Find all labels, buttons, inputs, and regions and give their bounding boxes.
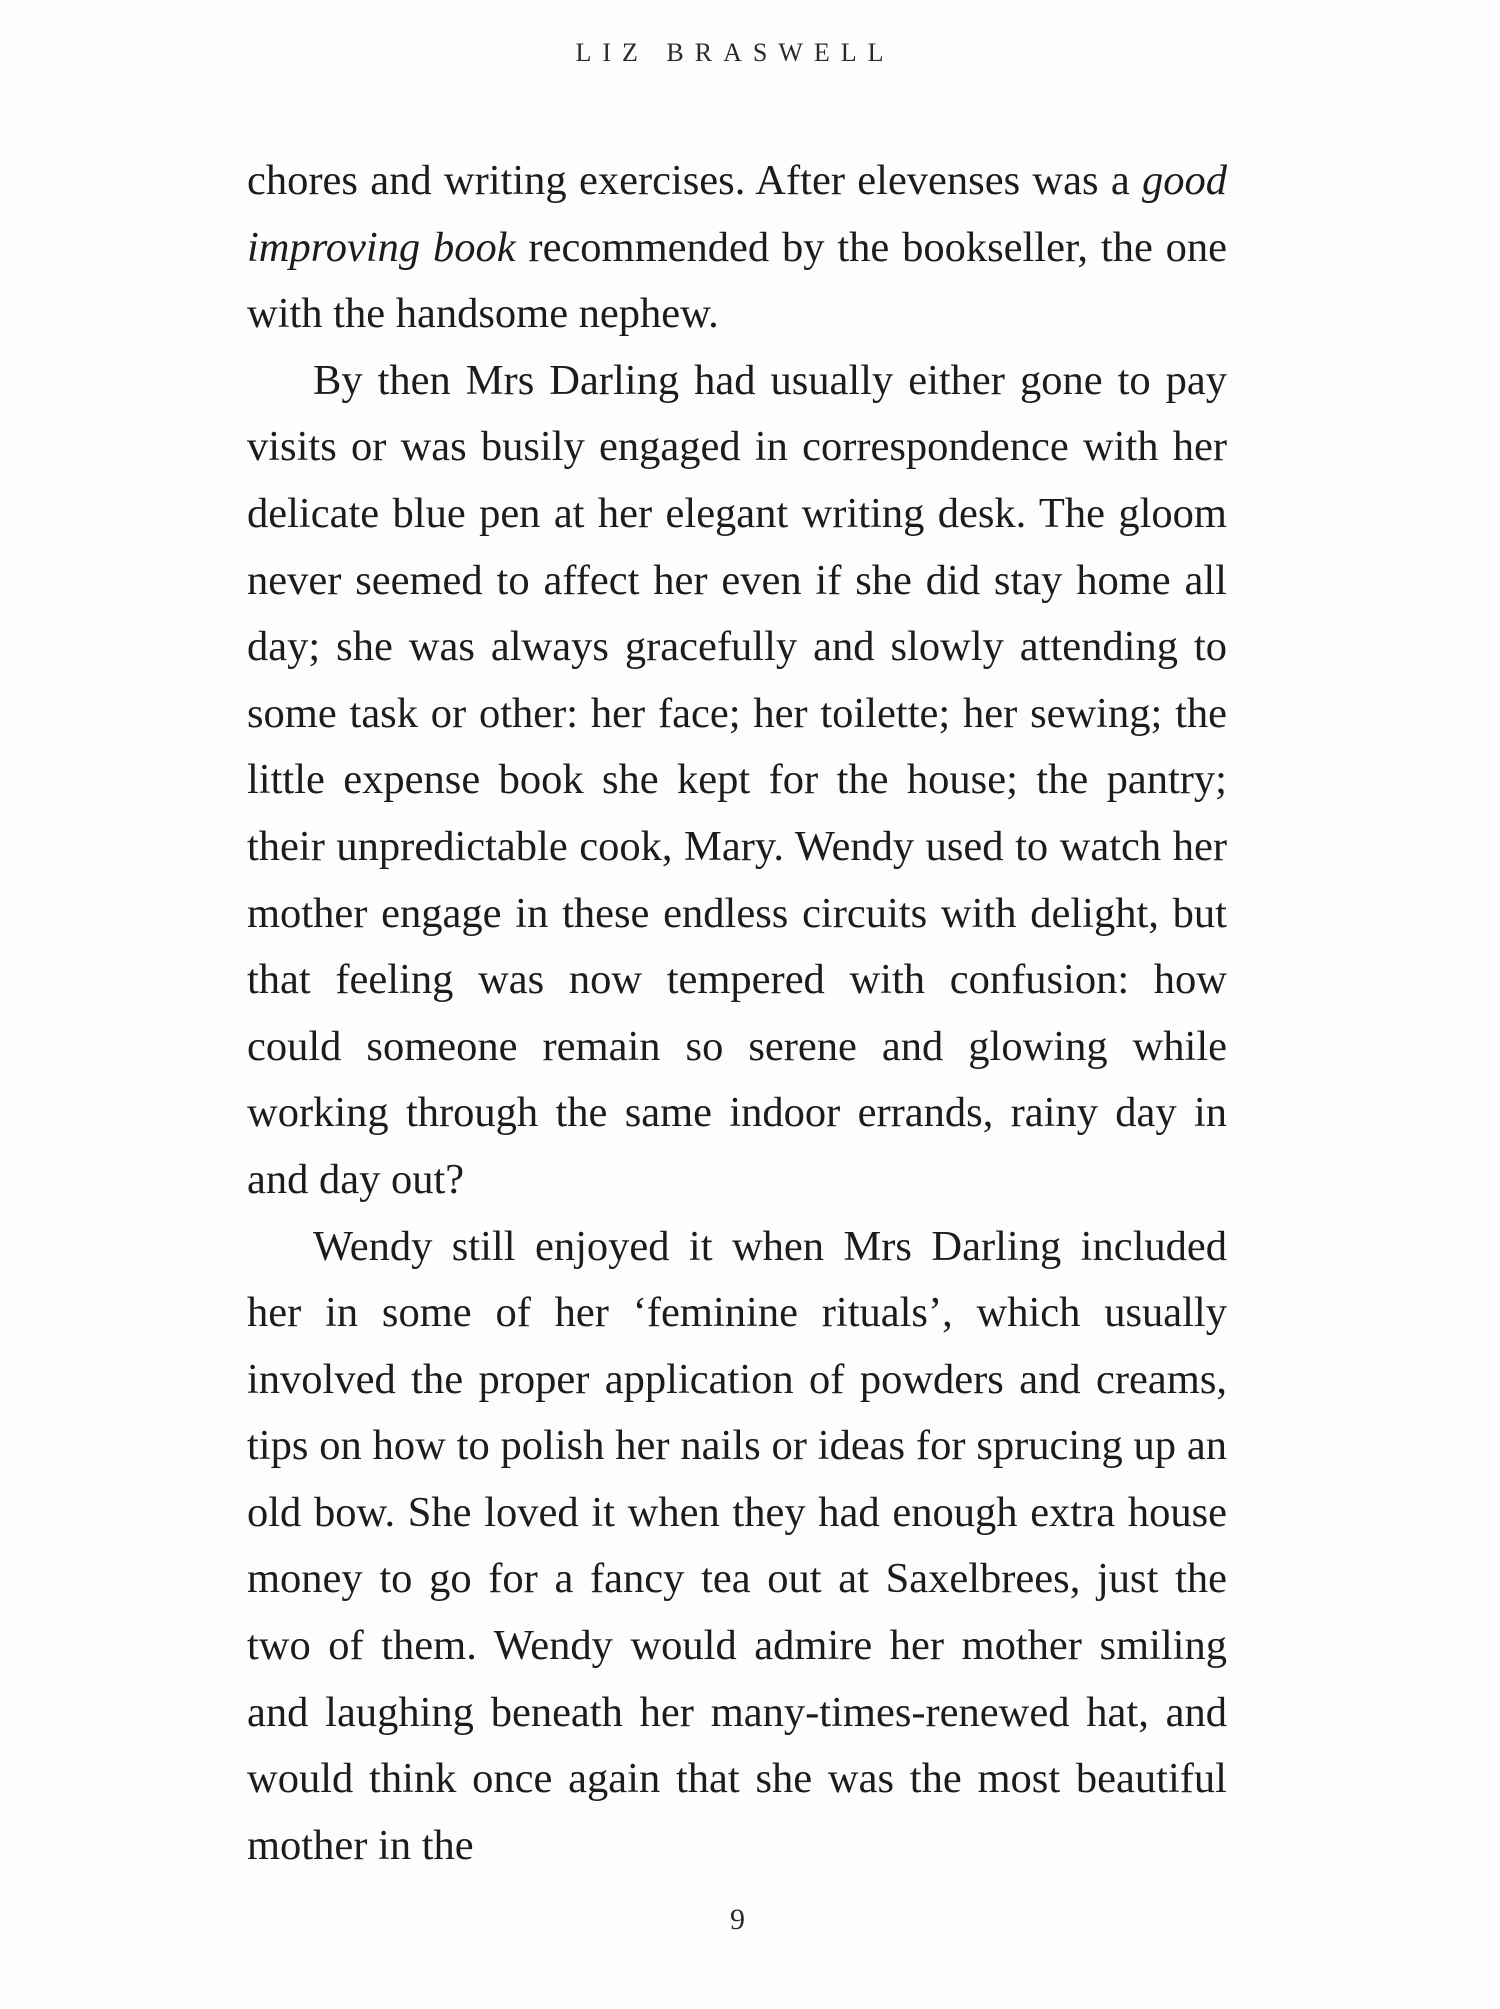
paragraph-1 bbox=[247, 148, 1227, 348]
paragraph-2: By then Mrs Darling had usually either gone to pay visits or was busily engaged in correspondence with her delicate blue pen at her elegant writing desk. The gloom never seemed to affect her even if she did stay home all day; she was always gracefully and slowly attending to some task or other: her face; her toilette; her sewing; the little expense book she kept for the house; the pantry; their unpredictable cook, Mary. Wendy used to watch her mother engage in these endless circuits with delight, but that feeling was now tempered with confusion: how could someone remain so serene and glowing while working through the same indoor errands, rainy day in and day out? bbox=[247, 356, 1227, 1203]
paragraph-1-tail: recommended by the bookseller, the one with the handsome nephew. bbox=[247, 223, 1228, 338]
paragraph-1-emphasis: good improving book bbox=[247, 157, 1227, 271]
running-head: LIZ BRASWELL bbox=[575, 38, 895, 67]
page-number: 9 bbox=[730, 1903, 745, 1936]
paragraph-1-lead: chores and writing exercises. After elevenses was a bbox=[247, 157, 1142, 204]
body-text bbox=[247, 148, 1227, 1879]
paragraph-3: Wendy still enjoyed it when Mrs Darling included her in some of her ‘feminine rituals’, which usually involved the proper application of powders and creams, tips on how to polish her nails or ideas for sprucing up an old bow. She loved it when they had enough extra house money to go for a fancy tea out at Saxelbrees, just the two of them. Wendy would admire her mother smiling and laughing beneath her many-times-renewed hat, and would think once again that she was the most beautiful mother in the bbox=[247, 1222, 1227, 1869]
